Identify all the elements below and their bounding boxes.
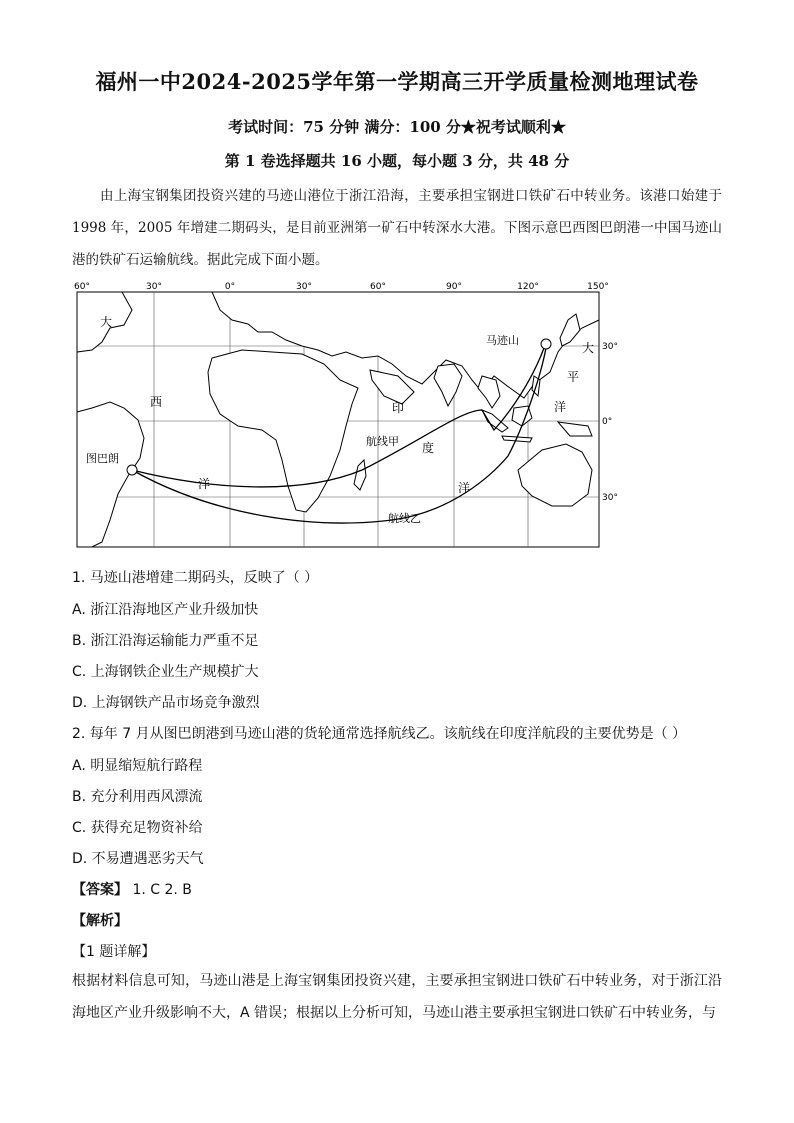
question-1-option-a: A. 浙江沿海地区产业升级加快 [72, 602, 259, 618]
lat-labels [602, 342, 618, 503]
exam-info: 考试时间：75 分钟 满分：100 分★祝考试顺利★ [228, 118, 566, 136]
question-2-option-b: B. 充分利用西风漂流 [72, 789, 203, 805]
tubarao-label: 图巴朗 [86, 452, 119, 465]
intro-paragraph: 由上海宝钢集团投资兴建的马迹山港位于浙江沿海，主要承担宝钢进口铁矿石中转业务。该港口始建于 1998 年，2005 年增建二期码头，是目前亚洲第一矿石中转深水大港。下图示意巴西图巴朗港一中国马迹山港的铁矿石运输航线。据此完成下面小题。 [72, 188, 722, 268]
ocean-label: 大 [100, 315, 113, 329]
route-a-label: 航线甲 [366, 435, 399, 448]
answer-tag: 【答案】 [72, 882, 128, 898]
question-1-stem: 1. 马迹山港增建二期码头，反映了（ ） [72, 570, 319, 586]
lon-label: 90° [446, 282, 462, 292]
ocean-label: 洋 [198, 477, 211, 491]
analysis-heading [72, 910, 128, 930]
ocean-label: 平 [567, 370, 580, 384]
lon-label: 60° [74, 282, 90, 292]
ocean-label: 西 [150, 395, 163, 409]
lon-label: 120° [517, 282, 539, 292]
lat-label: 30° [602, 342, 618, 352]
ocean-label: 洋 [554, 400, 567, 414]
ocean-label: 度 [422, 441, 435, 455]
route-map [62, 280, 622, 552]
majishan-label: 马迹山 [486, 334, 519, 347]
answer-value: 1. C 2. B [132, 882, 192, 898]
route-b-label: 航线乙 [388, 512, 421, 525]
section-heading: 第 1 卷选择题共 16 小题，每小题 3 分，共 48 分 [224, 152, 570, 170]
majishan-marker [541, 339, 551, 349]
question-1-option-b: B. 浙江沿海运输能力严重不足 [72, 633, 259, 649]
question-2-option-a: A. 明显缩短航行路程 [72, 758, 203, 774]
analysis-tag: 【解析】 [72, 913, 128, 929]
question-1-option-d: D. 上海钢铁产品市场竞争激烈 [72, 695, 260, 711]
ocean-label: 印 [392, 401, 405, 415]
analysis-subheading: 【1 题详解】 [72, 944, 156, 960]
ocean-label: 大 [582, 341, 595, 355]
lon-label: 150° [587, 282, 609, 292]
lon-label: 30° [296, 282, 312, 292]
tubarao-marker [127, 465, 137, 475]
lat-label: 0° [602, 417, 613, 427]
lon-label: 0° [224, 282, 236, 292]
ocean-label: 洋 [458, 481, 471, 495]
answer-line [72, 879, 192, 899]
lat-label: 30° [602, 493, 618, 503]
question-1-option-c: C. 上海钢铁企业生产规模扩大 [72, 664, 259, 680]
question-2-option-d: D. 不易遭遇恶劣天气 [72, 851, 204, 867]
lon-label: 30° [146, 282, 162, 292]
explanation-text: 根据材料信息可知，马迹山港是上海宝钢集团投资兴建，主要承担宝钢进口铁矿石中转业务，对于浙江沿海地区产业升级影响不大，A 错误；根据以上分析可知，马迹山港主要承担宝钢进口铁矿石中转业务，与 [72, 973, 722, 1021]
exam-title: 福州一中2024-2025学年第一学期高三开学质量检测地理试卷 [95, 69, 699, 94]
lon-label: 60° [370, 282, 386, 292]
question-2-stem: 2. 每年 7 月从图巴朗港到马迹山港的货轮通常选择航线乙。该航线在印度洋航段的主要优势是（ ） [72, 726, 687, 742]
question-2-option-c: C. 获得充足物资补给 [72, 820, 203, 836]
lon-labels [74, 282, 609, 292]
